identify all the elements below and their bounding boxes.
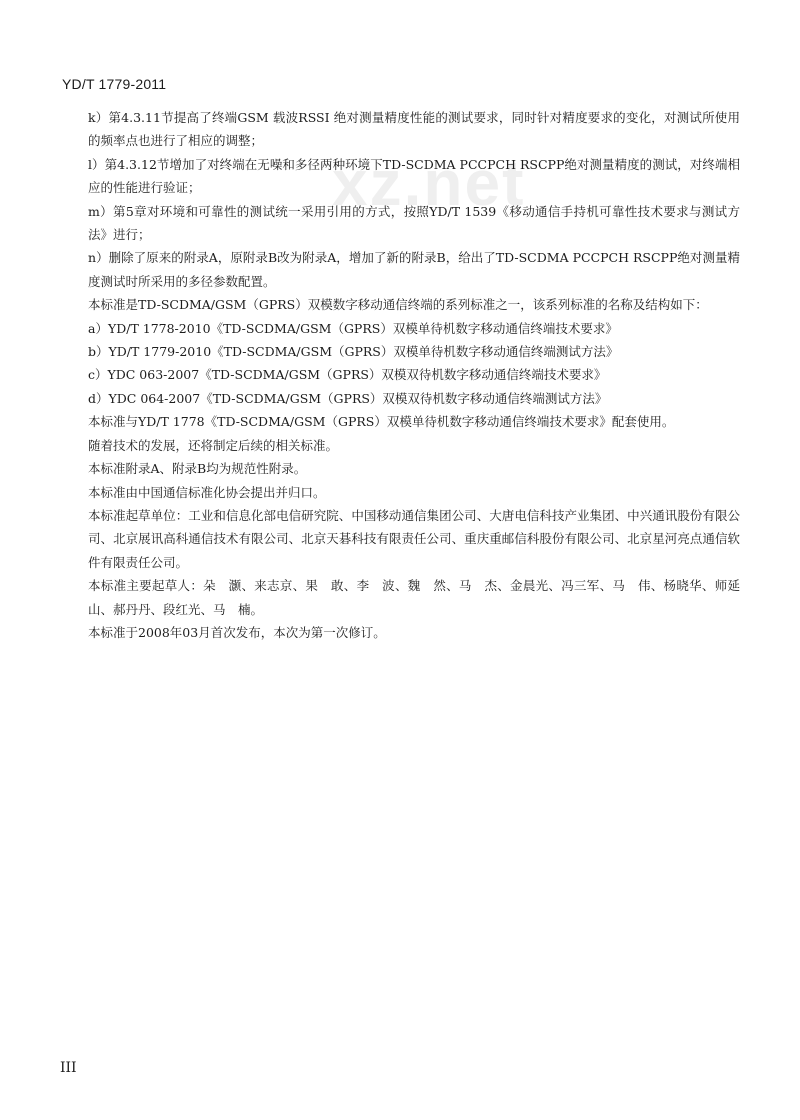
series-item-c: c）YDC 063-2007《TD-SCDMA/GSM（GPRS）双模双待机数字移动通信终端技术要求》 bbox=[88, 367, 607, 383]
annex-paragraph: 本标准附录A、附录B均为规范性附录。 bbox=[88, 461, 307, 477]
release-history-paragraph: 本标准于2008年03月首次发布，本次为第一次修订。 bbox=[88, 624, 386, 640]
change-item-l: l）第4.3.12节增加了对终端在无噪和多径两种环境下TD-SCDMA PCCPCH RSCPP绝对测量精度的测试，对终端相应的性能进行验证； bbox=[88, 156, 740, 196]
proposer-paragraph: 本标准由中国通信标准化协会提出并归口。 bbox=[88, 484, 326, 500]
series-intro-paragraph: 本标准是TD-SCDMA/GSM（GPRS）双模数字移动通信终端的系列标准之一，该系列标准的名称及结构如下： bbox=[88, 297, 708, 313]
standard-code-header: YD/T 1779-2011 bbox=[62, 76, 167, 92]
watermark: xz.net bbox=[332, 147, 526, 219]
change-item-k: k）第4.3.11节提高了终端GSM 载波RSSI 绝对测量精度性能的测试要求，同时针对精度要求的变化，对测试所使用的频率点也进行了相应的调整； bbox=[88, 110, 740, 149]
series-item-d: d）YDC 064-2007《TD-SCDMA/GSM（GPRS）双模双待机数字移动通信终端测试方法》 bbox=[88, 390, 608, 406]
series-item-a: a）YD/T 1778-2010《TD-SCDMA/GSM（GPRS）双模单待机数字移动通信终端技术要求》 bbox=[88, 320, 618, 336]
drafters-paragraph: 本标准主要起草人：朵 灏、来志京、果 敢、李 波、魏 然、马 杰、金晨光、冯三军、马 伟、杨晓华、师延山、郝丹丹、段红光、马 楠。 bbox=[88, 578, 740, 617]
drafting-units-paragraph: 本标准起草单位：工业和信息化部电信研究院、中国移动通信集团公司、大唐电信科技产业集团、中兴通讯股份有限公司、北京展讯高科通信技术有限公司、北京天碁科技有限责任公司、重庆重邮信科股份有限公司、北京星河亮点通信软件有限责任公司。 bbox=[88, 507, 740, 570]
companion-standard-paragraph: 本标准与YD/T 1778《TD-SCDMA/GSM（GPRS）双模单待机数字移动通信终端技术要求》配套使用。 bbox=[88, 414, 675, 430]
foreword-body bbox=[88, 106, 740, 644]
series-item-b: b）YD/T 1779-2010《TD-SCDMA/GSM（GPRS）双模单待机数字移动通信终端测试方法》 bbox=[88, 344, 619, 360]
change-item-n: n）删除了原来的附录A，原附录B改为附录A，增加了新的附录B，给出了TD-SCDMA PCCPCH RSCPP绝对测量精度测试时所采用的多径参数配置。 bbox=[88, 250, 740, 289]
change-item-m: m）第5章对环境和可靠性的测试统一采用引用的方式，按照YD/T 1539《移动通信手持机可靠性技术要求与测试方法》进行； bbox=[88, 203, 740, 243]
future-standards-paragraph: 随着技术的发展，还将制定后续的相关标准。 bbox=[88, 437, 339, 453]
page-number: III bbox=[60, 1060, 77, 1076]
